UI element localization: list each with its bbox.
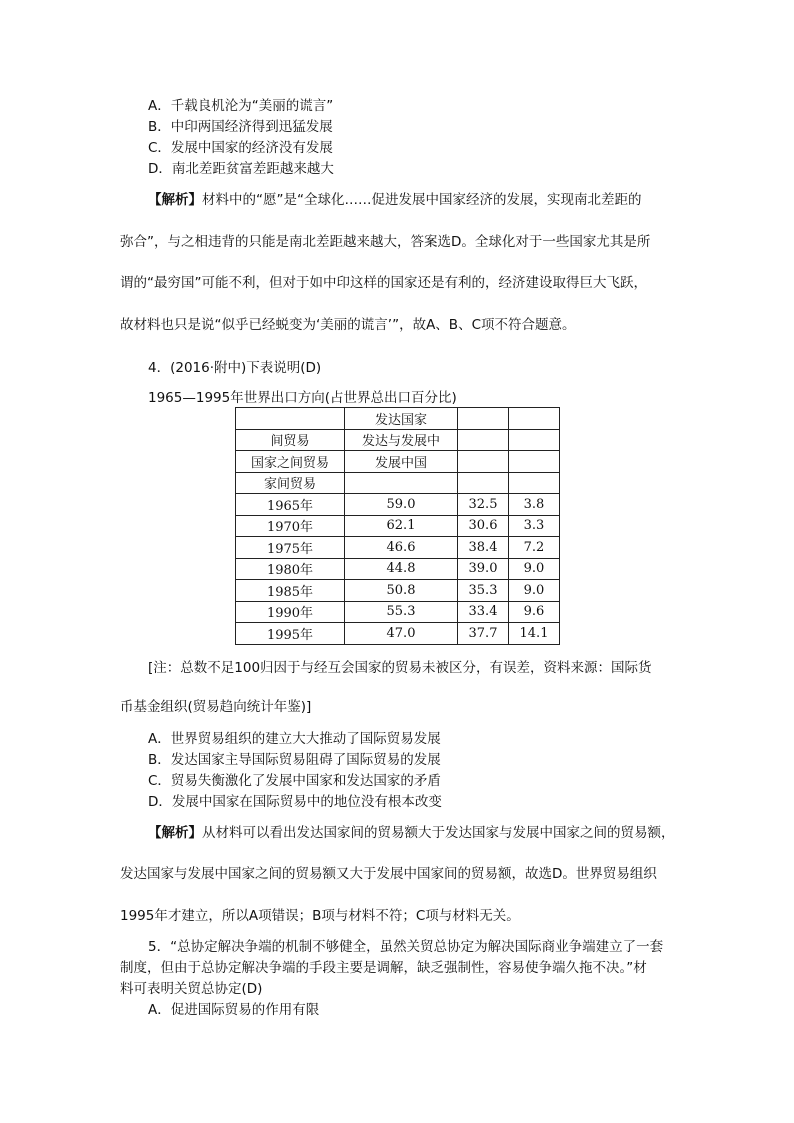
q4-option-d: D．发展中国家在国际贸易中的地位没有根本改变 xyxy=(148,794,442,810)
table-header-row xyxy=(236,451,560,473)
q3-analysis-line1: 【解析】材料中的“愿”是“全球化……促进发展中国家经济的发展，实现南北差距的 xyxy=(148,192,642,208)
table-cell: 44.8 xyxy=(345,558,458,580)
table-cell xyxy=(509,429,560,451)
q4-stem: 4．(2016·附中)下表说明(D) xyxy=(148,360,322,376)
table-cell: 9.0 xyxy=(509,580,560,602)
table-cell: 1975年 xyxy=(236,537,345,559)
export-direction-table xyxy=(235,407,560,645)
table-cell: 9.0 xyxy=(509,558,560,580)
table-header-row xyxy=(236,408,560,430)
table-row xyxy=(236,558,560,580)
q5-option-a: A．促进国际贸易的作用有限 xyxy=(148,1002,320,1018)
table-cell: 发达与发展中 xyxy=(345,429,458,451)
table-cell: 38.4 xyxy=(458,537,509,559)
q5-stem-line3: 料可表明关贸总协定(D) xyxy=(120,981,263,997)
table-cell: 1980年 xyxy=(236,558,345,580)
table-cell: 33.4 xyxy=(458,601,509,623)
table-note-line1: [注：总数不足100归因于与经互会国家的贸易未被区分，有误差，资料来源：国际货 xyxy=(148,660,652,676)
table-cell: 14.1 xyxy=(509,623,560,645)
table-cell: 1965年 xyxy=(236,494,345,516)
table-cell: 间贸易 xyxy=(236,429,345,451)
q3-analysis-line4: 故材料也只是说“似乎已经蜕变为‘美丽的谎言’”，故A、B、C项不符合题意。 xyxy=(120,317,576,333)
q5-stem-line2: 制度，但由于总协定解决争端的手段主要是调解，缺乏强制性，容易使争端久拖不决。”材 xyxy=(120,960,647,976)
q4-analysis-line1: 【解析】从材料可以看出发达国家间的贸易额大于发达国家与发展中国家之间的贸易额， xyxy=(148,825,675,841)
table-cell xyxy=(458,451,509,473)
table-cell: 7.2 xyxy=(509,537,560,559)
table-cell: 62.1 xyxy=(345,515,458,537)
table-cell xyxy=(458,472,509,494)
table-cell: 35.3 xyxy=(458,580,509,602)
table-cell: 家间贸易 xyxy=(236,472,345,494)
table-cell: 50.8 xyxy=(345,580,458,602)
table-cell: 39.0 xyxy=(458,558,509,580)
table-cell: 47.0 xyxy=(345,623,458,645)
table-cell: 37.7 xyxy=(458,623,509,645)
q4-option-a: A．世界贸易组织的建立大大推动了国际贸易发展 xyxy=(148,731,441,747)
table-cell xyxy=(509,408,560,430)
table-cell: 1985年 xyxy=(236,580,345,602)
q3-analysis-line3: 谓的“最穷国”可能不利，但对于如中印这样的国家还是有利的，经济建设取得巨大飞跃， xyxy=(120,275,647,291)
table-cell: 发达国家 xyxy=(345,408,458,430)
q3-option-a: A．千载良机沦为“美丽的谎言” xyxy=(148,98,334,114)
table-cell: 国家之间贸易 xyxy=(236,451,345,473)
table-cell: 发展中国 xyxy=(345,451,458,473)
table-note-line2: 币基金组织(贸易趋向统计年鉴)] xyxy=(120,699,312,715)
table-title: 1965—1995年世界出口方向(占世界总出口百分比) xyxy=(148,390,457,406)
table-cell xyxy=(458,408,509,430)
q3-option-d: D．南北差距贫富差距越来越大 xyxy=(148,161,334,177)
q4-option-c: C．贸易失衡激化了发展中国家和发达国家的矛盾 xyxy=(148,773,441,789)
table-row xyxy=(236,580,560,602)
table-cell: 30.6 xyxy=(458,515,509,537)
q4-analysis-line3: 1995年才建立，所以A项错误；B项与材料不符；C项与材料无关。 xyxy=(120,908,520,924)
q3-option-c: C．发展中国家的经济没有发展 xyxy=(148,140,333,156)
analysis-tag: 【解析】 xyxy=(148,825,202,841)
table-row xyxy=(236,623,560,645)
table-row xyxy=(236,515,560,537)
q4-option-b: B．发达国家主导国际贸易阻碍了国际贸易的发展 xyxy=(148,752,441,768)
table-cell: 3.8 xyxy=(509,494,560,516)
table-row xyxy=(236,537,560,559)
table-header-row xyxy=(236,472,560,494)
table-cell: 46.6 xyxy=(345,537,458,559)
table-cell xyxy=(236,408,345,430)
table-cell: 1970年 xyxy=(236,515,345,537)
table-cell: 3.3 xyxy=(509,515,560,537)
q5-stem-line1: 5．“总协定解决争端的机制不够健全，虽然关贸总协定为解决国际商业争端建立了一套 xyxy=(148,939,664,955)
table-cell: 59.0 xyxy=(345,494,458,516)
table-cell: 1990年 xyxy=(236,601,345,623)
table-cell: 9.6 xyxy=(509,601,560,623)
table-cell: 55.3 xyxy=(345,601,458,623)
q3-analysis-line2: 弥合”，与之相违背的只能是南北差距越来越大，答案选D。全球化对于一些国家尤其是所 xyxy=(120,234,651,250)
q4-analysis-line2: 发达国家与发展中国家之间的贸易额又大于发展中国家间的贸易额，故选D。世界贸易组织 xyxy=(120,866,657,882)
table-header-row xyxy=(236,429,560,451)
table-row xyxy=(236,601,560,623)
table-cell xyxy=(509,472,560,494)
table-cell: 32.5 xyxy=(458,494,509,516)
table-cell: 1995年 xyxy=(236,623,345,645)
q3-option-b: B．中印两国经济得到迅猛发展 xyxy=(148,119,333,135)
analysis-tag: 【解析】 xyxy=(148,192,202,208)
table-cell xyxy=(509,451,560,473)
table-row xyxy=(236,494,560,516)
table-cell xyxy=(345,472,458,494)
table-cell xyxy=(458,429,509,451)
